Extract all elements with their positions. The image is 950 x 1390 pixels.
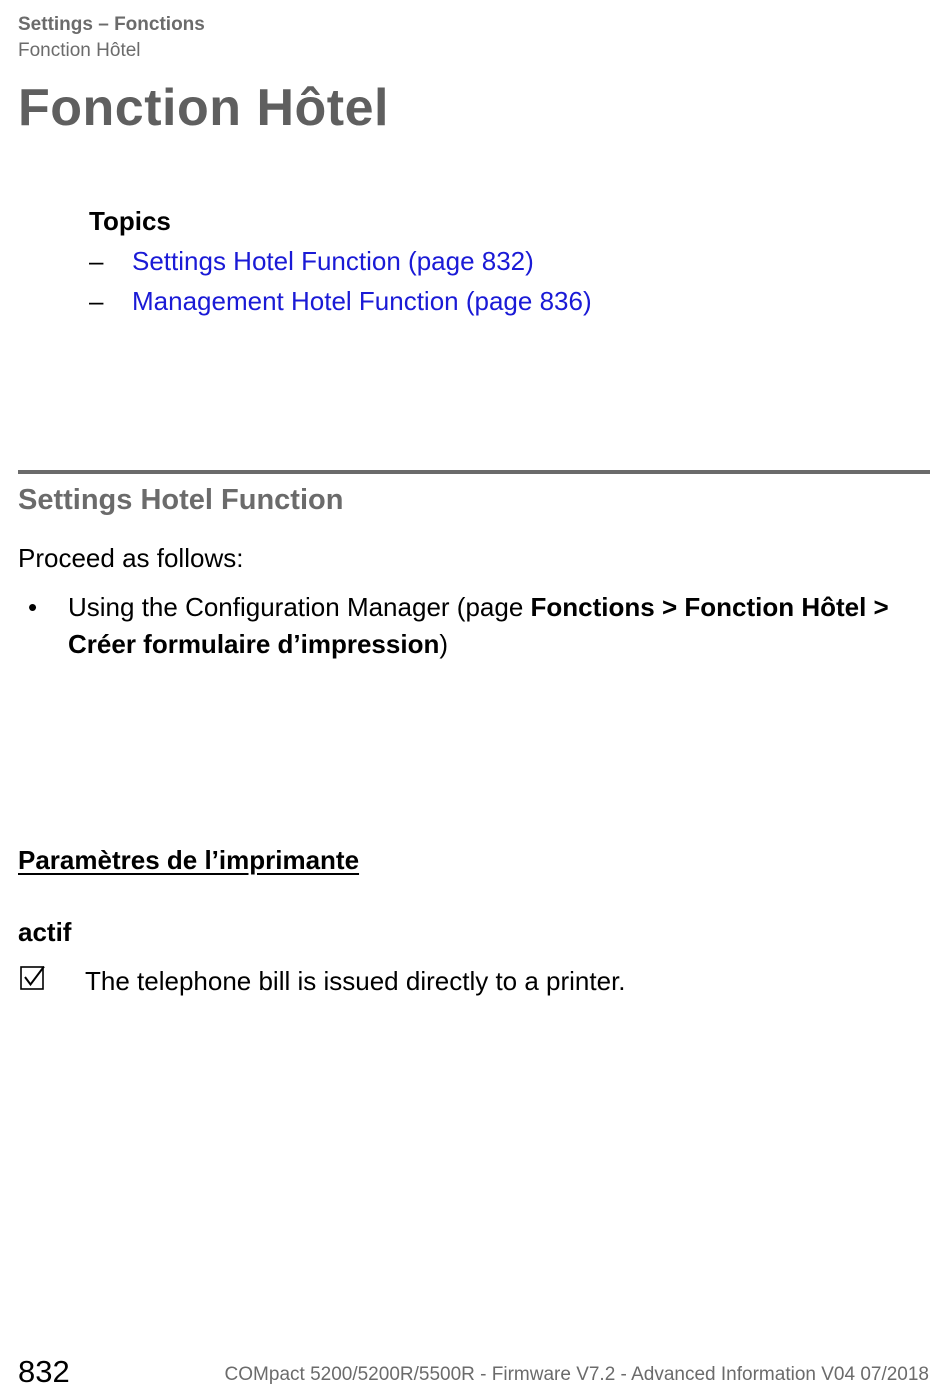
procedure-step-line-2 <box>68 629 448 660</box>
step-suffix: ) <box>439 629 449 659</box>
intro-text: Proceed as follows: <box>18 543 244 573</box>
topic-dash: – <box>89 286 104 316</box>
menu-path-part-1: Fonctions > Fonction Hôtel > <box>530 592 889 622</box>
footer-document-info: COMpact 5200/5200R/5500R - Firmware V7.2 - Advanced Information V04 07/2018 <box>224 1364 929 1385</box>
running-header-section: Settings – Fonctions <box>18 14 205 35</box>
checked-box-icon <box>20 966 46 992</box>
section-divider <box>18 470 930 474</box>
section-heading: Settings Hotel Function <box>18 484 344 516</box>
page-number: 832 <box>18 1354 70 1389</box>
bullet-icon: • <box>28 592 38 622</box>
topic-dash: – <box>89 246 104 276</box>
procedure-step-line-1 <box>68 592 889 623</box>
running-header-subsection: Fonction Hôtel <box>18 40 141 61</box>
page-title: Fonction Hôtel <box>18 79 389 137</box>
topics-heading: Topics <box>89 206 171 236</box>
menu-path-part-2: Créer formulaire d’impression <box>68 629 440 659</box>
step-prefix: Using the Configuration Manager (page <box>68 592 531 622</box>
checkbox-description: The telephone bill is issued directly to a printer. <box>85 966 626 996</box>
active-field-label: actif <box>18 917 72 947</box>
printer-parameters-heading: Paramètres de l’imprimante <box>18 845 360 875</box>
topic-link-settings-hotel-function[interactable]: Settings Hotel Function (page 832) <box>132 246 534 276</box>
topic-link-management-hotel-function[interactable]: Management Hotel Function (page 836) <box>132 286 592 316</box>
